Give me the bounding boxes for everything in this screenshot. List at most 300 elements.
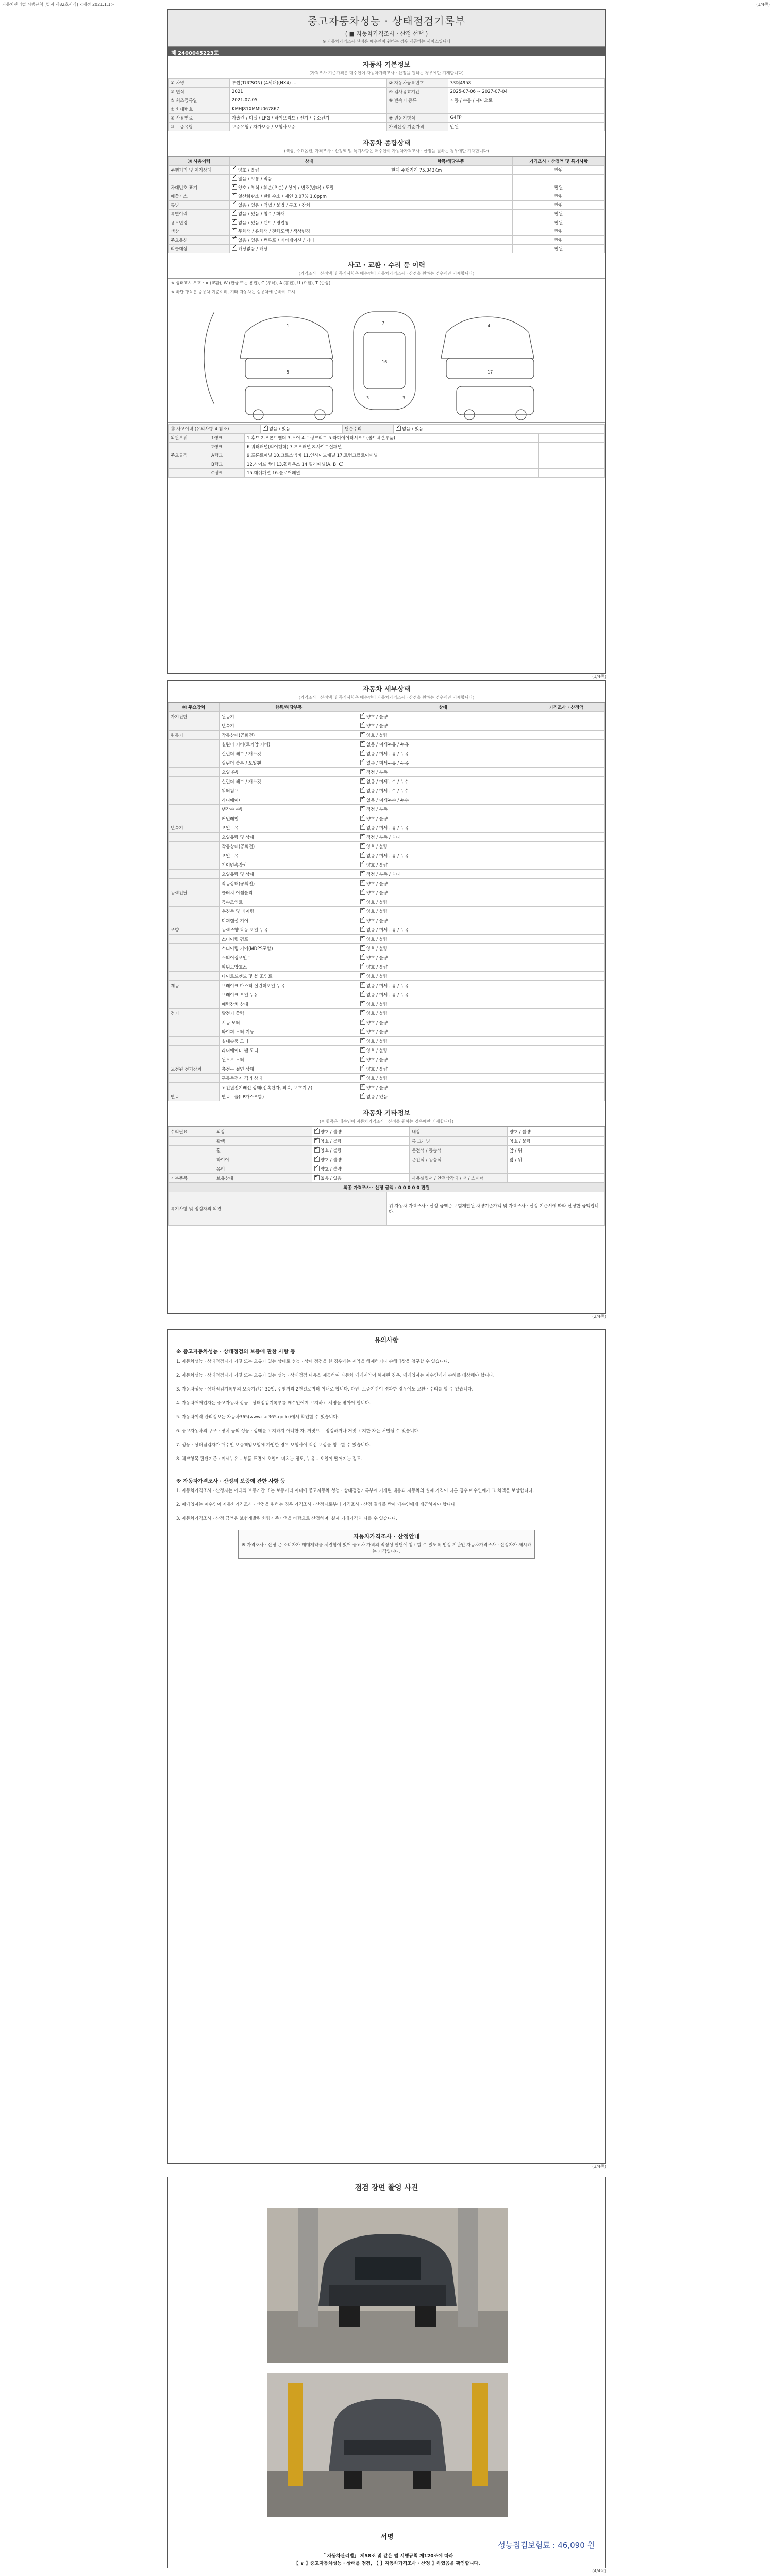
special-notes-text: 위 자동차 가격조사 · 산정 금액은 보험개발원 차량기준가액 및 가격조사 · 산정 기준서에 따라 산정한 금액입니다.	[386, 1192, 605, 1226]
detail-group: 고전원 전기장치	[169, 1064, 220, 1074]
detail-state	[358, 1074, 528, 1083]
other-group: 수리필요	[169, 1127, 214, 1137]
detail-group: 자기진단	[169, 712, 220, 721]
detail-price	[528, 805, 605, 814]
frame-price	[539, 434, 605, 443]
detail-state	[358, 823, 528, 833]
detail-row	[169, 731, 605, 740]
detail-price	[528, 999, 605, 1009]
detail-row	[169, 814, 605, 823]
detail-item: 스티어링 펌프	[220, 935, 358, 944]
detail-price	[528, 777, 605, 786]
detail-price	[528, 712, 605, 721]
checkbox[interactable]	[360, 955, 365, 960]
detail-row	[169, 879, 605, 888]
summary-price: 만원	[513, 245, 605, 253]
frame-rank: B랭크	[209, 460, 245, 469]
basic-label: ⑥ 변속기 종류	[386, 96, 448, 105]
frame-parts: 6.쿼터패널(리어펜더) 7.루프패널 8.사이드실패널	[245, 443, 539, 451]
other-item: 휠	[214, 1146, 312, 1155]
detail-header-cell: ⑯ 주요장치	[169, 703, 220, 712]
detail-group	[169, 944, 220, 953]
other-state	[312, 1164, 410, 1174]
checkbox[interactable]	[360, 1094, 365, 1099]
detail-row	[169, 851, 605, 860]
checkbox[interactable]	[360, 862, 365, 867]
detail-row	[169, 740, 605, 749]
detail-group	[169, 758, 220, 768]
detail-state	[358, 786, 528, 795]
summary-price: 만원	[513, 183, 605, 192]
basic-label: ⑧ 사용연료	[169, 114, 230, 123]
checkbox[interactable]	[360, 945, 365, 951]
checkbox[interactable]	[360, 788, 365, 793]
checkbox[interactable]	[360, 825, 365, 830]
checkbox[interactable]	[360, 1010, 365, 1015]
checkbox[interactable]	[360, 890, 365, 895]
detail-row	[169, 860, 605, 870]
summary-label: 용도변경	[169, 218, 230, 227]
frame-rank: A랭크	[209, 451, 245, 460]
detail-item: 워터펌프	[220, 786, 358, 795]
detail-state	[358, 814, 528, 823]
other-value	[507, 1174, 605, 1183]
car-diagram	[168, 296, 605, 423]
detail-row	[169, 1055, 605, 1064]
checkbox[interactable]	[360, 927, 365, 932]
document-banner	[168, 10, 605, 47]
checkbox[interactable]	[360, 1047, 365, 1053]
checkbox[interactable]	[360, 880, 365, 886]
checkbox[interactable]	[360, 714, 365, 719]
summary-item	[389, 227, 513, 236]
detail-item: 기어변속장치	[220, 860, 358, 870]
detail-row	[169, 712, 605, 721]
checkbox[interactable]	[314, 1157, 320, 1162]
page-4	[167, 2177, 606, 2573]
checkbox[interactable]	[360, 918, 365, 923]
checkbox-none[interactable]	[263, 426, 268, 431]
summary-row	[169, 175, 605, 183]
detail-group	[169, 842, 220, 851]
checkbox[interactable]	[360, 741, 365, 747]
other-item: 광택	[214, 1137, 312, 1146]
svg-text:7: 7	[382, 321, 385, 326]
other-state	[312, 1137, 410, 1146]
detail-state	[358, 935, 528, 944]
detail-price	[528, 1009, 605, 1018]
checkbox[interactable]	[360, 1075, 365, 1080]
detail-state	[358, 1055, 528, 1064]
detail-header-cell: 가격조사 · 산정액	[528, 703, 605, 712]
detail-group: 전기	[169, 1009, 220, 1018]
detail-row	[169, 842, 605, 851]
detail-state	[358, 721, 528, 731]
detail-state	[358, 925, 528, 935]
detail-item: 와이퍼 모터 기능	[220, 1027, 358, 1037]
price-guide-text: ※ 가격조사 · 산정 은 소비자가 매매계약을 체결함에 있어 중고차 가격의 적정성 판단에 참고할 수 있도록 법정 기관인 자동차가격조사 · 산정자가 제시하는 가격입니다.	[242, 1543, 531, 1554]
checkbox[interactable]	[360, 1038, 365, 1043]
detail-group	[169, 999, 220, 1009]
other-item: 유리	[214, 1164, 312, 1174]
car-rear-outline	[441, 317, 534, 358]
final-price-value: 0 0 0 0 0 만원	[398, 1185, 430, 1191]
detail-state-text: 양호 / 불량	[366, 1029, 388, 1035]
detail-item: 작동상태(공회전)	[220, 731, 358, 740]
detail-item: 실린더 블록 / 오일팬	[220, 758, 358, 768]
simple-repair-options: 없음 / 있음	[402, 427, 424, 432]
accident-history-label: ⑭ 사고이력 (유의사항 4 참조)	[169, 425, 261, 433]
detail-group	[169, 1083, 220, 1092]
form-header-line	[0, 0, 773, 8]
detail-group: 조향	[169, 925, 220, 935]
checkbox[interactable]	[360, 871, 365, 876]
detail-state-text: 양호 / 불량	[366, 918, 388, 924]
summary-row	[169, 218, 605, 227]
checkbox[interactable]	[360, 936, 365, 941]
car-left-side	[204, 312, 214, 404]
detail-group: 연료	[169, 1092, 220, 1101]
notice-section	[168, 1330, 605, 1571]
detail-item: 윈도우 모터	[220, 1055, 358, 1064]
other-state-text: 없음 / 있음	[320, 1176, 342, 1181]
checkbox[interactable]	[314, 1129, 320, 1134]
checkbox[interactable]	[360, 1029, 365, 1034]
summary-row	[169, 236, 605, 245]
summary-item	[389, 183, 513, 192]
checkbox[interactable]	[360, 723, 365, 728]
detail-price	[528, 823, 605, 833]
basic-info-subtitle: (가격조사 기준가격은 매수인이 자동차가격조사 · 산정을 원하는 경우에만 기재합니다)	[168, 69, 605, 78]
summary-label: 리콜대상	[169, 245, 230, 253]
simple-repair-value	[394, 425, 605, 433]
detail-state	[358, 795, 528, 805]
detail-price	[528, 795, 605, 805]
detail-price	[528, 1046, 605, 1055]
notice-item: 2. 자동차성능 · 상태점검자가 거짓 또는 오류가 있는 성능 · 상태점검 내용을 제공하여 자동차 매매계약이 해제된 경우, 매매업자는 매수인에게 손해를 배상해야 합니다.	[176, 1373, 495, 1378]
basic-row	[169, 79, 605, 88]
checkbox[interactable]	[232, 193, 237, 198]
checkbox[interactable]	[360, 982, 365, 988]
detail-state-text: 양호 / 불량	[366, 1020, 388, 1026]
summary-state	[230, 183, 389, 192]
detail-state-text: 양호 / 불량	[366, 1076, 388, 1081]
summary-price: 만원	[513, 236, 605, 245]
other-state	[312, 1146, 410, 1155]
detail-price	[528, 758, 605, 768]
detail-row	[169, 925, 605, 935]
notice-item: 4. 자동차매매업자는 중고자동차 성능 · 상태점검기록부를 매수인에게 고지하고 서명을 받아야 합니다.	[176, 1401, 371, 1406]
checkbox[interactable]	[360, 908, 365, 913]
checkbox[interactable]	[360, 732, 365, 737]
summary-state-text: 해당없음 / 해당	[238, 247, 268, 252]
detail-row	[169, 768, 605, 777]
detail-state	[358, 1046, 528, 1055]
basic-row	[169, 114, 605, 123]
detail-row	[169, 1083, 605, 1092]
detail-state-text: 양호 / 불량	[366, 900, 388, 905]
checkbox[interactable]	[314, 1175, 320, 1180]
detail-item: 실린더 헤드 / 개스킷	[220, 749, 358, 758]
summary-row	[169, 210, 605, 218]
checkbox[interactable]	[360, 806, 365, 811]
summary-state-text: 없음 / 있음 / 침수 / 화재	[238, 212, 285, 217]
notice-list-2	[176, 1488, 597, 1522]
checkbox[interactable]	[232, 202, 237, 207]
checkbox[interactable]	[360, 760, 365, 765]
detail-item: 오일유량 및 상태	[220, 870, 358, 879]
checkbox[interactable]	[232, 219, 237, 225]
frame-group	[169, 443, 209, 451]
checkbox[interactable]	[360, 769, 365, 774]
summary-header-cell: 항목/해당부품	[389, 157, 513, 166]
checkbox[interactable]	[360, 899, 365, 904]
frame-parts: 12.사이드멤버 13.휠하우스 14.필러패널(A, B, C)	[245, 460, 539, 469]
detail-subtitle: (가격조사 · 산정액 및 특기사항은 매수인이 자동차가격조사 · 산정을 원하는 경우에만 기재합니다)	[168, 693, 605, 703]
detail-state-text: 양호 / 불량	[366, 964, 388, 970]
car-front-bumper	[245, 358, 333, 379]
detail-row	[169, 935, 605, 944]
page-number: (2/4쪽)	[592, 1314, 606, 1319]
summary-state-text: 많음 / 보통 / 적음	[238, 177, 272, 182]
checkbox[interactable]	[360, 843, 365, 849]
detail-header-cell: 항목/해당부품	[220, 703, 358, 712]
other-state	[312, 1174, 410, 1183]
checkbox[interactable]	[360, 778, 365, 784]
summary-state	[230, 175, 389, 183]
checkbox[interactable]	[232, 176, 237, 181]
basic-value: 가솔린 / 디젤 / LPG / 하이브리드 / 전기 / 수소전기	[230, 114, 387, 123]
other-row	[169, 1164, 605, 1174]
basic-value: 2025-07-06 ~ 2027-07-04	[448, 88, 605, 96]
summary-label: 튜닝	[169, 201, 230, 210]
checkbox[interactable]	[232, 237, 237, 242]
document-number: 제 2400045223호	[168, 47, 605, 56]
detail-row	[169, 1037, 605, 1046]
checkbox[interactable]	[360, 751, 365, 756]
detail-row	[169, 823, 605, 833]
detail-row	[169, 1064, 605, 1074]
summary-row	[169, 201, 605, 210]
detail-state	[358, 842, 528, 851]
checkbox[interactable]	[232, 246, 237, 251]
summary-state-text: 일산화탄소 / 탄화수소 / 매연 0.07% 1.0ppm	[238, 194, 327, 199]
detail-state-text: 적정 / 부족 / 과다	[366, 835, 400, 840]
detail-state-text: 없음 / 미세누수 / 누수	[366, 798, 409, 803]
summary-state	[230, 218, 389, 227]
detail-item: 커먼레일	[220, 814, 358, 823]
detail-state	[358, 990, 528, 999]
detail-state	[358, 768, 528, 777]
frame-group: 외판부위	[169, 434, 209, 443]
detail-row	[169, 1092, 605, 1101]
detail-group: 변속기	[169, 823, 220, 833]
frame-parts: 9.프론트패널 10.크로스멤버 11.인사이드패널 17.트렁크플로어패널	[245, 451, 539, 460]
checkbox[interactable]	[232, 228, 237, 233]
notice-item: 6. 중고자동차의 구조 · 장치 등의 성능 · 상태를 고지하지 아니한 자, 거짓으로 점검하거나 거짓 고지한 자는 처벌될 수 있습니다.	[176, 1429, 420, 1434]
summary-label: 특별이력	[169, 210, 230, 218]
final-price-table	[168, 1183, 605, 1226]
basic-label: ⑦ 차대번호	[169, 105, 230, 114]
summary-state	[230, 245, 389, 253]
checkbox[interactable]	[360, 1057, 365, 1062]
checkbox[interactable]	[360, 973, 365, 978]
detail-state	[358, 870, 528, 879]
checkbox[interactable]	[314, 1166, 320, 1171]
checkbox[interactable]	[360, 1001, 365, 1006]
basic-value: 자동 / 수동 / 세미오토	[448, 96, 605, 105]
checkbox[interactable]	[314, 1147, 320, 1153]
detail-item: 동력조향 작동 오일 누유	[220, 925, 358, 935]
summary-item	[389, 201, 513, 210]
other-item: 타이어	[214, 1155, 312, 1164]
detail-row	[169, 1027, 605, 1037]
accident-legend-2: ※ 하단 항목은 승용차 기준이며, 기타 자동차는 승용차에 준하여 표시	[171, 290, 295, 294]
detail-item: 디퍼렌셜 기어	[220, 916, 358, 925]
checkbox-none[interactable]	[396, 426, 401, 431]
detail-group	[169, 768, 220, 777]
summary-price: 만원	[513, 227, 605, 236]
detail-item: 실내송풍 모터	[220, 1037, 358, 1046]
svg-text:4: 4	[488, 324, 491, 328]
detail-item: 라디에이터 팬 모터	[220, 1046, 358, 1055]
checkbox[interactable]	[232, 211, 237, 216]
basic-label: ⑤ 최초등록일	[169, 96, 230, 105]
summary-item	[389, 210, 513, 218]
summary-item: 현재 주행거리 75,343Km	[389, 166, 513, 175]
summary-row	[169, 227, 605, 236]
summary-item	[389, 245, 513, 253]
checkbox[interactable]	[232, 184, 237, 190]
checkbox[interactable]	[360, 1084, 365, 1090]
page-1	[167, 9, 606, 679]
basic-row	[169, 88, 605, 96]
signature-footer-1: 「 자동차관리법」 제58조 및 같은 법 시행규칙 제120조에 따라	[321, 2554, 453, 2559]
detail-group: 동력전달	[169, 888, 220, 897]
detail-price	[528, 888, 605, 897]
detail-state-text: 없음 / 미세누유 / 누유	[366, 927, 409, 933]
detail-row	[169, 907, 605, 916]
notice-item: 8. 체크항목 판단기준 : 미세누유 – 부품 표면에 오일이 비치는 정도, 누유 – 오일이 떨어지는 정도.	[176, 1456, 363, 1462]
checkbox[interactable]	[360, 853, 365, 858]
detail-item: 클러치 어셈블리	[220, 888, 358, 897]
notice-heading-2: ※ 자동차가격조사 · 산정의 보증에 관한 사항 등	[176, 1479, 285, 1484]
summary-subtitle: (색상, 주요옵션, 가격조사 · 산정액 및 특기사항은 매수인이 자동차가격조사 · 산정을 원하는 경우에만 기재합니다)	[168, 147, 605, 157]
detail-row	[169, 805, 605, 814]
summary-item	[389, 218, 513, 227]
summary-label: 배출가스	[169, 192, 230, 201]
page-number: (4/4쪽)	[592, 2569, 606, 2573]
detail-item: 작동상태(공회전)	[220, 879, 358, 888]
page-2	[167, 680, 606, 1319]
detail-row	[169, 897, 605, 907]
other-item: 운전석 / 동승석	[410, 1146, 508, 1155]
car-underside-front	[245, 386, 333, 415]
detail-price	[528, 786, 605, 795]
detail-price	[528, 935, 605, 944]
checkbox[interactable]	[360, 1020, 365, 1025]
detail-price	[528, 962, 605, 972]
detail-state-text: 양호 / 불량	[366, 890, 388, 896]
detail-state	[358, 749, 528, 758]
frame-rank-table	[168, 433, 605, 478]
other-title: 자동차 기타정보	[362, 1110, 411, 1117]
other-item: 운전석 / 동승석	[410, 1155, 508, 1164]
detail-state-text: 적정 / 부족	[366, 770, 388, 775]
frame-group	[169, 460, 209, 469]
summary-state-text: 무채색 / 유채색 / 전체도색 / 색상변경	[238, 229, 310, 234]
checkbox[interactable]	[314, 1138, 320, 1143]
photos-title: 점검 장면 촬영 사진	[168, 2177, 605, 2198]
basic-label	[386, 105, 448, 114]
checkbox[interactable]	[360, 797, 365, 802]
detail-state	[358, 907, 528, 916]
detail-state	[358, 888, 528, 897]
inspection-fee: 성능점검보험료 : 46,090 원	[498, 2540, 595, 2550]
svg-text:3: 3	[402, 396, 406, 400]
other-group	[169, 1137, 214, 1146]
detail-header-row	[169, 703, 605, 712]
checkbox[interactable]	[360, 834, 365, 839]
detail-price	[528, 842, 605, 851]
summary-row	[169, 192, 605, 201]
detail-group	[169, 935, 220, 944]
frame-parts: 1.후드 2.프론트펜더 3.도어 4.트렁크리드 5.라디에이터서포트(볼트체결부품)	[245, 434, 539, 443]
frame-group	[169, 469, 209, 478]
frame-group: 주요골격	[169, 451, 209, 460]
svg-text:17: 17	[488, 370, 493, 375]
final-price-label: 최종 가격조사 · 산정 금액 : 0 0 0 0 0 만원	[169, 1183, 605, 1192]
basic-value: 33더4958	[448, 79, 605, 88]
other-value	[507, 1164, 605, 1174]
signature-footer-2: 【 ∨ 】중고자동차성능 · 상태를 점검, 【 】자동차가격조사 · 산정 】하였음을 확인합니다.	[294, 2561, 480, 2566]
detail-price	[528, 879, 605, 888]
detail-state	[358, 1092, 528, 1101]
detail-row	[169, 833, 605, 842]
summary-header-row	[169, 157, 605, 166]
summary-price: 만원	[513, 218, 605, 227]
detail-state	[358, 777, 528, 786]
detail-header-cell: 상태	[358, 703, 528, 712]
summary-price	[513, 175, 605, 183]
detail-row	[169, 1046, 605, 1055]
checkbox[interactable]	[360, 816, 365, 821]
summary-title: 자동차 종합상태	[362, 140, 411, 147]
detail-row	[169, 749, 605, 758]
detail-price	[528, 860, 605, 870]
detail-state	[358, 999, 528, 1009]
summary-state	[230, 236, 389, 245]
detail-item: 브레이크 오일 누유	[220, 990, 358, 999]
inspection-photo-rear	[267, 2373, 508, 2517]
detail-state	[358, 981, 528, 990]
other-state-text: 양호 / 불량	[320, 1166, 342, 1172]
detail-item: 배력장치 상태	[220, 999, 358, 1009]
checkbox[interactable]	[360, 1066, 365, 1071]
summary-state	[230, 227, 389, 236]
other-item: 사용설명서 / 안전삼각대 / 잭 / 스패너	[410, 1174, 508, 1183]
document-note: ※ 자동차가격조사·산정은 매수인이 원하는 경우 제공하는 서비스입니다	[322, 39, 451, 44]
summary-header-cell: ⑪ 사용이력	[169, 157, 230, 166]
basic-value: 2021-07-05	[230, 96, 387, 105]
checkbox[interactable]	[360, 964, 365, 969]
other-group	[169, 1155, 214, 1164]
checkbox[interactable]	[360, 992, 365, 997]
summary-state	[230, 166, 389, 175]
notice-item: 2. 매매업자는 매수인이 자동차가격조사 · 산정을 원하는 경우 가격조사 · 산정자로부터 가격조사 · 산정 결과를 받아 매수인에게 제공하여야 합니다.	[176, 1502, 457, 1507]
detail-price	[528, 1055, 605, 1064]
checkbox[interactable]	[232, 167, 237, 172]
